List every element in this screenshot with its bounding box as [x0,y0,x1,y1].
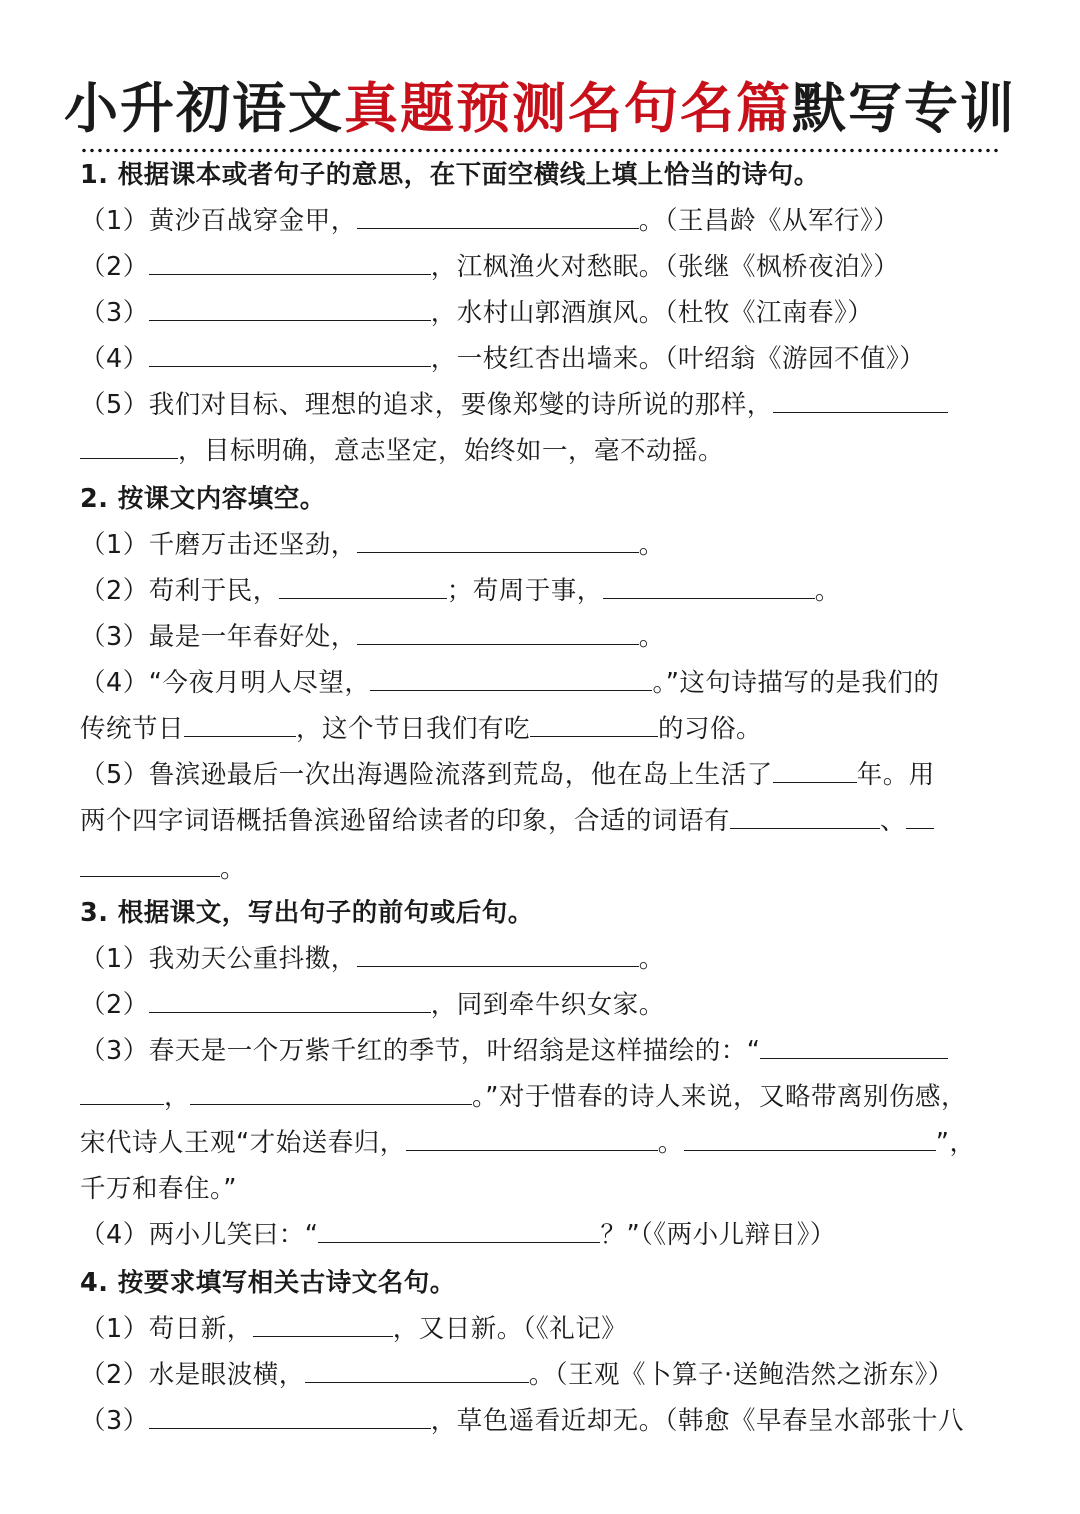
answer-blank[interactable] [370,666,652,691]
answer-blank[interactable] [149,342,431,367]
section-2-heading: 2. 按课文内容填空。 [80,484,326,514]
answer-blank[interactable] [184,712,296,737]
answer-blank[interactable] [773,758,857,783]
question-line: （2） ，江枫渔火对愁眠。（张继《枫桥夜泊》） [80,252,900,282]
question-line: （1）我劝天公重抖擞， 。 [80,944,665,974]
question-line: （5）我们对目标、理想的追求，要像郑燮的诗所说的那样， [80,388,948,422]
answer-blank[interactable] [730,804,880,829]
title-part-1: 小升初语文 [64,77,344,140]
question-line: （4）两小儿笑曰：“ ？”（《两小儿辩日》） [80,1220,836,1250]
question-line: （3） ，草色遥看近却无。（韩愈《早春呈水部张十八 [80,1406,964,1436]
answer-blank[interactable] [190,1080,472,1105]
answer-blank[interactable] [906,804,934,829]
answer-blank[interactable] [80,434,178,459]
answer-blank[interactable] [357,528,639,553]
answer-blank[interactable] [149,1404,431,1429]
title-highlight: 真题预测名句名篇 [344,77,792,140]
question-line: （4） ，一枝红杏出墙来。（叶绍翁《游园不值》） [80,344,926,374]
answer-blank[interactable] [80,1080,164,1105]
question-line: 两个四字词语概括鲁滨逊留给读者的印象，合适的词语有 、 [80,804,934,838]
question-line: ，目标明确，意志坚定，始终如一，毫不动摇。 [80,434,724,468]
answer-blank[interactable] [149,988,431,1013]
question-line: （5）鲁滨逊最后一次出海遇险流落到荒岛，他在岛上生活了 年。用 [80,760,935,790]
answer-blank[interactable] [279,574,447,599]
question-line: 千万和春住。” [80,1174,237,1204]
question-line: （4）“今夜月明人尽望， 。”这句诗描写的是我们的 [80,668,940,698]
section-4-heading: 4. 按要求填写相关古诗文名句。 [80,1268,456,1298]
answer-blank[interactable] [603,574,815,599]
answer-blank[interactable] [760,1034,948,1059]
answer-blank[interactable] [357,942,639,967]
question-line: 传统节日 ，这个节日我们有吃 的习俗。 [80,714,763,744]
section-3-heading: 3. 根据课文，写出句子的前句或后句。 [80,898,534,928]
answer-blank[interactable] [357,620,639,645]
answer-blank[interactable] [80,852,220,877]
question-line: （3） ，水村山郭酒旗风。（杜牧《江南春》） [80,298,874,328]
answer-blank[interactable] [149,296,431,321]
answer-blank[interactable] [530,712,658,737]
question-line: （2）苟利于民， ；苟周于事， 。 [80,576,841,606]
question-line: （1）苟日新， ，又日新。（《礼记》 [80,1314,628,1344]
section-1-heading: 1. 根据课本或者句子的意思，在下面空横线上填上恰当的诗句。 [80,160,820,190]
answer-blank[interactable] [684,1126,936,1151]
answer-blank[interactable] [318,1218,600,1243]
answer-blank[interactable] [149,250,431,275]
question-line: 。 [80,852,246,886]
answer-blank[interactable] [305,1358,529,1383]
answer-blank[interactable] [253,1312,393,1337]
question-line: （1）黄沙百战穿金甲， 。（王昌龄《从军行》） [80,206,900,236]
question-line: （2） ，同到牵牛织女家。 [80,990,665,1020]
question-line: （2）水是眼波横， 。（王观《卜算子·送鲍浩然之浙东》） [80,1360,954,1390]
answer-blank[interactable] [406,1126,658,1151]
page-title [0,78,1080,140]
dotted-divider [80,148,1002,153]
question-line: （3）春天是一个万紫千红的季节，叶绍翁是这样描绘的：“ [80,1034,948,1068]
question-line: ， 。”对于惜春的诗人来说，又略带离别伤感， [80,1080,967,1114]
question-line: （3）最是一年春好处， 。 [80,622,665,652]
answer-blank[interactable] [357,204,639,229]
answer-blank[interactable] [773,388,948,413]
title-part-2: 默写专训 [792,77,1016,140]
question-line: （1）千磨万击还坚劲， 。 [80,530,665,560]
question-line: 宋代诗人王观“才始送春归， 。 ”， [80,1128,976,1158]
